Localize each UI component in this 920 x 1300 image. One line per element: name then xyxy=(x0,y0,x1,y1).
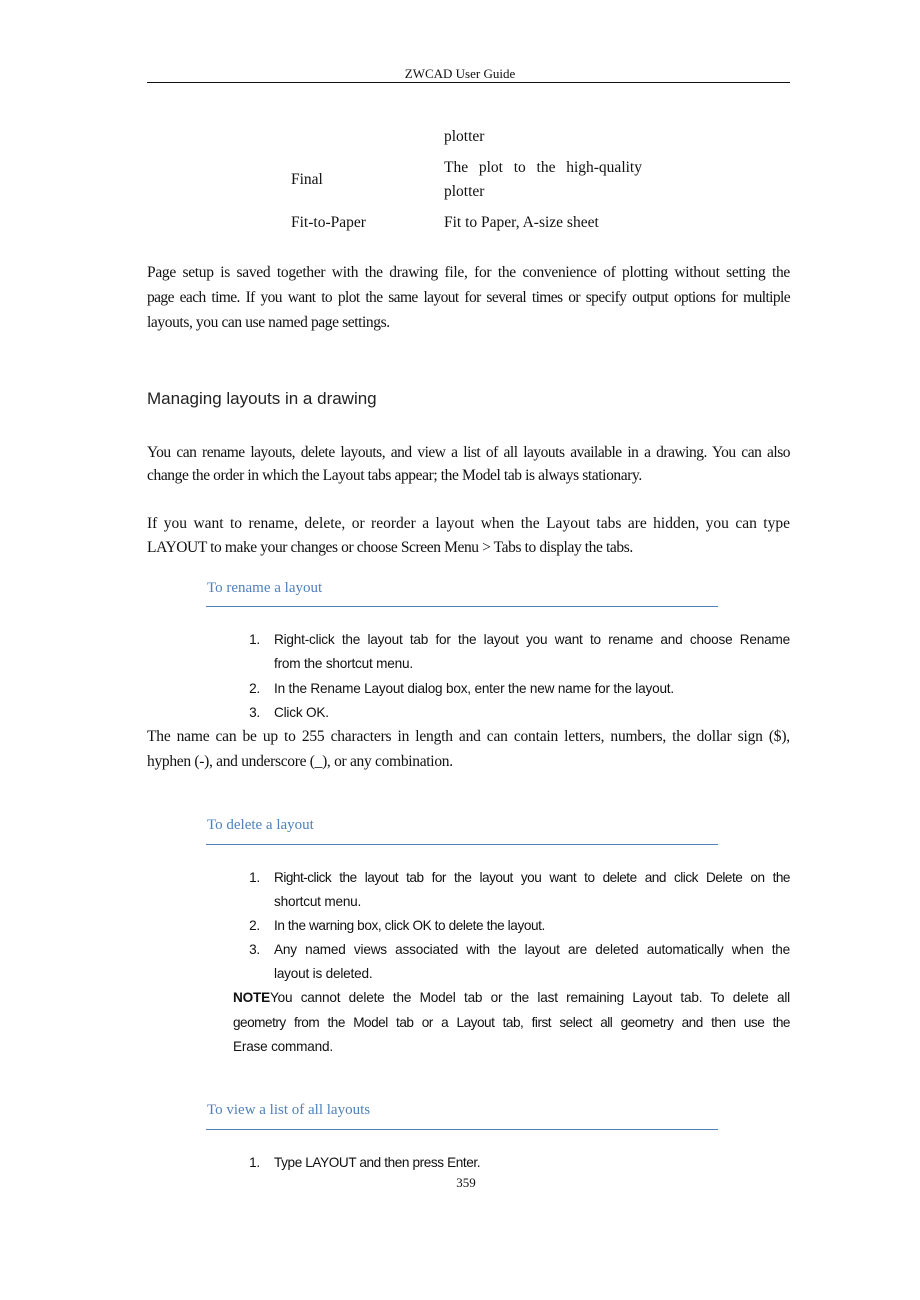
text-line: Page setup is saved together with the drawing file, for the convenience of plotting without setting the xyxy=(147,264,790,281)
step-number: 2. xyxy=(249,681,260,696)
text-line: hyphen (-), and underscore (_), or any combination. xyxy=(147,753,453,770)
note-text: Erase command. xyxy=(233,1039,333,1054)
procedure-heading-view: To view a list of all layouts xyxy=(207,1102,371,1118)
step-text: Type LAYOUT and then press Enter. xyxy=(274,1155,481,1170)
step-text: from the shortcut menu. xyxy=(274,656,413,671)
table-cell: Fit to Paper, A-size sheet xyxy=(444,214,599,231)
note-label: NOTE xyxy=(233,990,270,1005)
text-line: page each time. If you want to plot the same layout for several times or specify output options for multiple xyxy=(147,289,790,306)
table-cell: plotter xyxy=(444,183,485,200)
page-number: 359 xyxy=(456,1175,476,1190)
section-heading: Managing layouts in a drawing xyxy=(147,389,377,408)
text-line: You can rename layouts, delete layouts, and view a list of all layouts available in a drawing. You can also xyxy=(147,444,790,461)
header-rule xyxy=(147,82,790,83)
procedure-heading-delete: To delete a layout xyxy=(207,817,314,833)
step-text: In the warning box, click OK to delete the layout. xyxy=(274,918,545,933)
heading-rule xyxy=(206,844,718,845)
table-cell: Fit-to-Paper xyxy=(291,214,366,231)
step-number: 3. xyxy=(249,942,260,957)
text-line: The name can be up to 255 characters in length and can contain letters, numbers, the dollar sign ($), xyxy=(147,728,790,745)
step-number: 3. xyxy=(249,705,260,720)
heading-rule xyxy=(206,1129,718,1130)
text-line: change the order in which the Layout tabs appear; the Model tab is always stationary. xyxy=(147,467,642,484)
text-line: LAYOUT to make your changes or choose Screen Menu > Tabs to display the tabs. xyxy=(147,539,633,556)
table-cell: The plot to the high-quality xyxy=(444,159,642,176)
procedure-heading-rename: To rename a layout xyxy=(207,580,323,596)
running-header: ZWCAD User Guide xyxy=(404,66,516,81)
step-number: 2. xyxy=(249,918,260,933)
step-text: Right-click the layout tab for the layout you want to rename and choose Rename xyxy=(274,632,790,647)
note-text: geometry from the Model tab or a Layout tab, first select all geometry and then use the xyxy=(233,1015,790,1030)
table-cell: plotter xyxy=(444,128,485,145)
step-number: 1. xyxy=(249,870,260,885)
step-text: Click OK. xyxy=(274,705,329,720)
step-text: In the Rename Layout dialog box, enter the new name for the layout. xyxy=(274,681,674,696)
text-line: If you want to rename, delete, or reorder a layout when the Layout tabs are hidden, you can type xyxy=(147,515,790,532)
heading-rule xyxy=(206,606,718,607)
text-line: layouts, you can use named page settings. xyxy=(147,314,390,331)
step-text: Right-click the layout tab for the layout you want to delete and click Delete on the xyxy=(274,870,790,885)
table-cell: Final xyxy=(291,171,323,188)
step-text: shortcut menu. xyxy=(274,894,362,909)
note-text: You cannot delete the Model tab or the last remaining Layout tab. To delete all xyxy=(269,990,790,1005)
step-number: 1. xyxy=(249,1155,260,1170)
step-number: 1. xyxy=(249,632,260,647)
step-text: Any named views associated with the layout are deleted automatically when the xyxy=(274,942,790,957)
step-text: layout is deleted. xyxy=(274,966,373,981)
